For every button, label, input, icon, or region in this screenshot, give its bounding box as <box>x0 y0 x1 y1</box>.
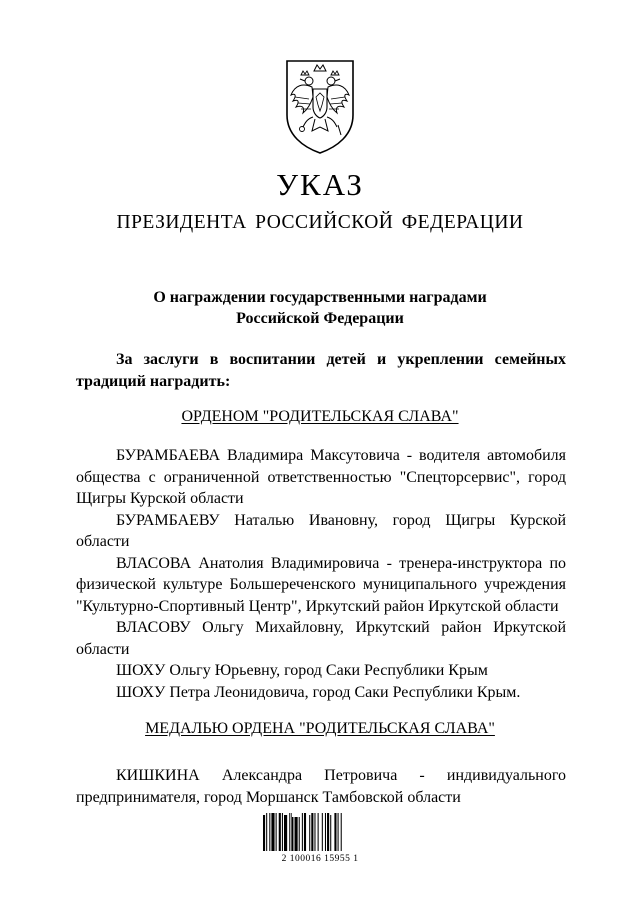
coat-of-arms-emblem <box>279 55 361 155</box>
barcode-number: 2 100016 15955 1 <box>281 854 359 864</box>
section1-list <box>76 445 566 703</box>
heading-line-1: О награждении государственными наградами <box>153 289 487 306</box>
list-item: ВЛАСОВА Анатолия Владимировича - тренера-инструктора по физической культуре Большереченского муниципального учреждения "Культурно-Спортивный Центр", Иркутский район Иркутской области <box>76 554 566 615</box>
decree-heading <box>80 287 560 329</box>
section1-title <box>0 406 640 428</box>
section2-title <box>0 718 640 740</box>
section2-title-text: МЕДАЛЬЮ ОРДЕНА "РОДИТЕЛЬСКАЯ СЛАВА" <box>145 720 495 737</box>
list-item: БУРАМБАЕВУ Наталью Ивановну, город Щигры Курской области <box>76 511 566 550</box>
heading-line-2: Российской Федерации <box>236 310 404 327</box>
list-item: ВЛАСОВУ Ольгу Михайловну, Иркутский район Иркутской области <box>76 619 566 658</box>
list-item: ШОХУ Ольгу Юрьевну, город Саки Республики Крым <box>116 662 488 679</box>
decree-subtitle: ПРЕЗИДЕНТА РОССИЙСКОЙ ФЕДЕРАЦИИ <box>116 212 524 233</box>
intro-text: За заслуги в воспитании детей и укреплении семейных традиций наградить: <box>76 351 566 390</box>
section2-list <box>76 765 566 808</box>
list-item: ШОХУ Петра Леонидовича, город Саки Республики Крым. <box>116 683 521 701</box>
intro-paragraph <box>76 349 566 392</box>
barcode-image <box>262 813 380 851</box>
section1-title-text: ОРДЕНОМ "РОДИТЕЛЬСКАЯ СЛАВА" <box>181 408 459 425</box>
decree-title: УКАЗ <box>276 167 364 202</box>
list-item: КИШКИНА Александра Петровича - индивидуального предпринимателя, город Моршанск Тамбовской области <box>76 767 566 806</box>
list-item: БУРАМБАЕВА Владимира Максутовича - водителя автомобиля общества с ограниченной ответственностью "Спецторсервис", город Щигры Курской области <box>76 447 566 507</box>
